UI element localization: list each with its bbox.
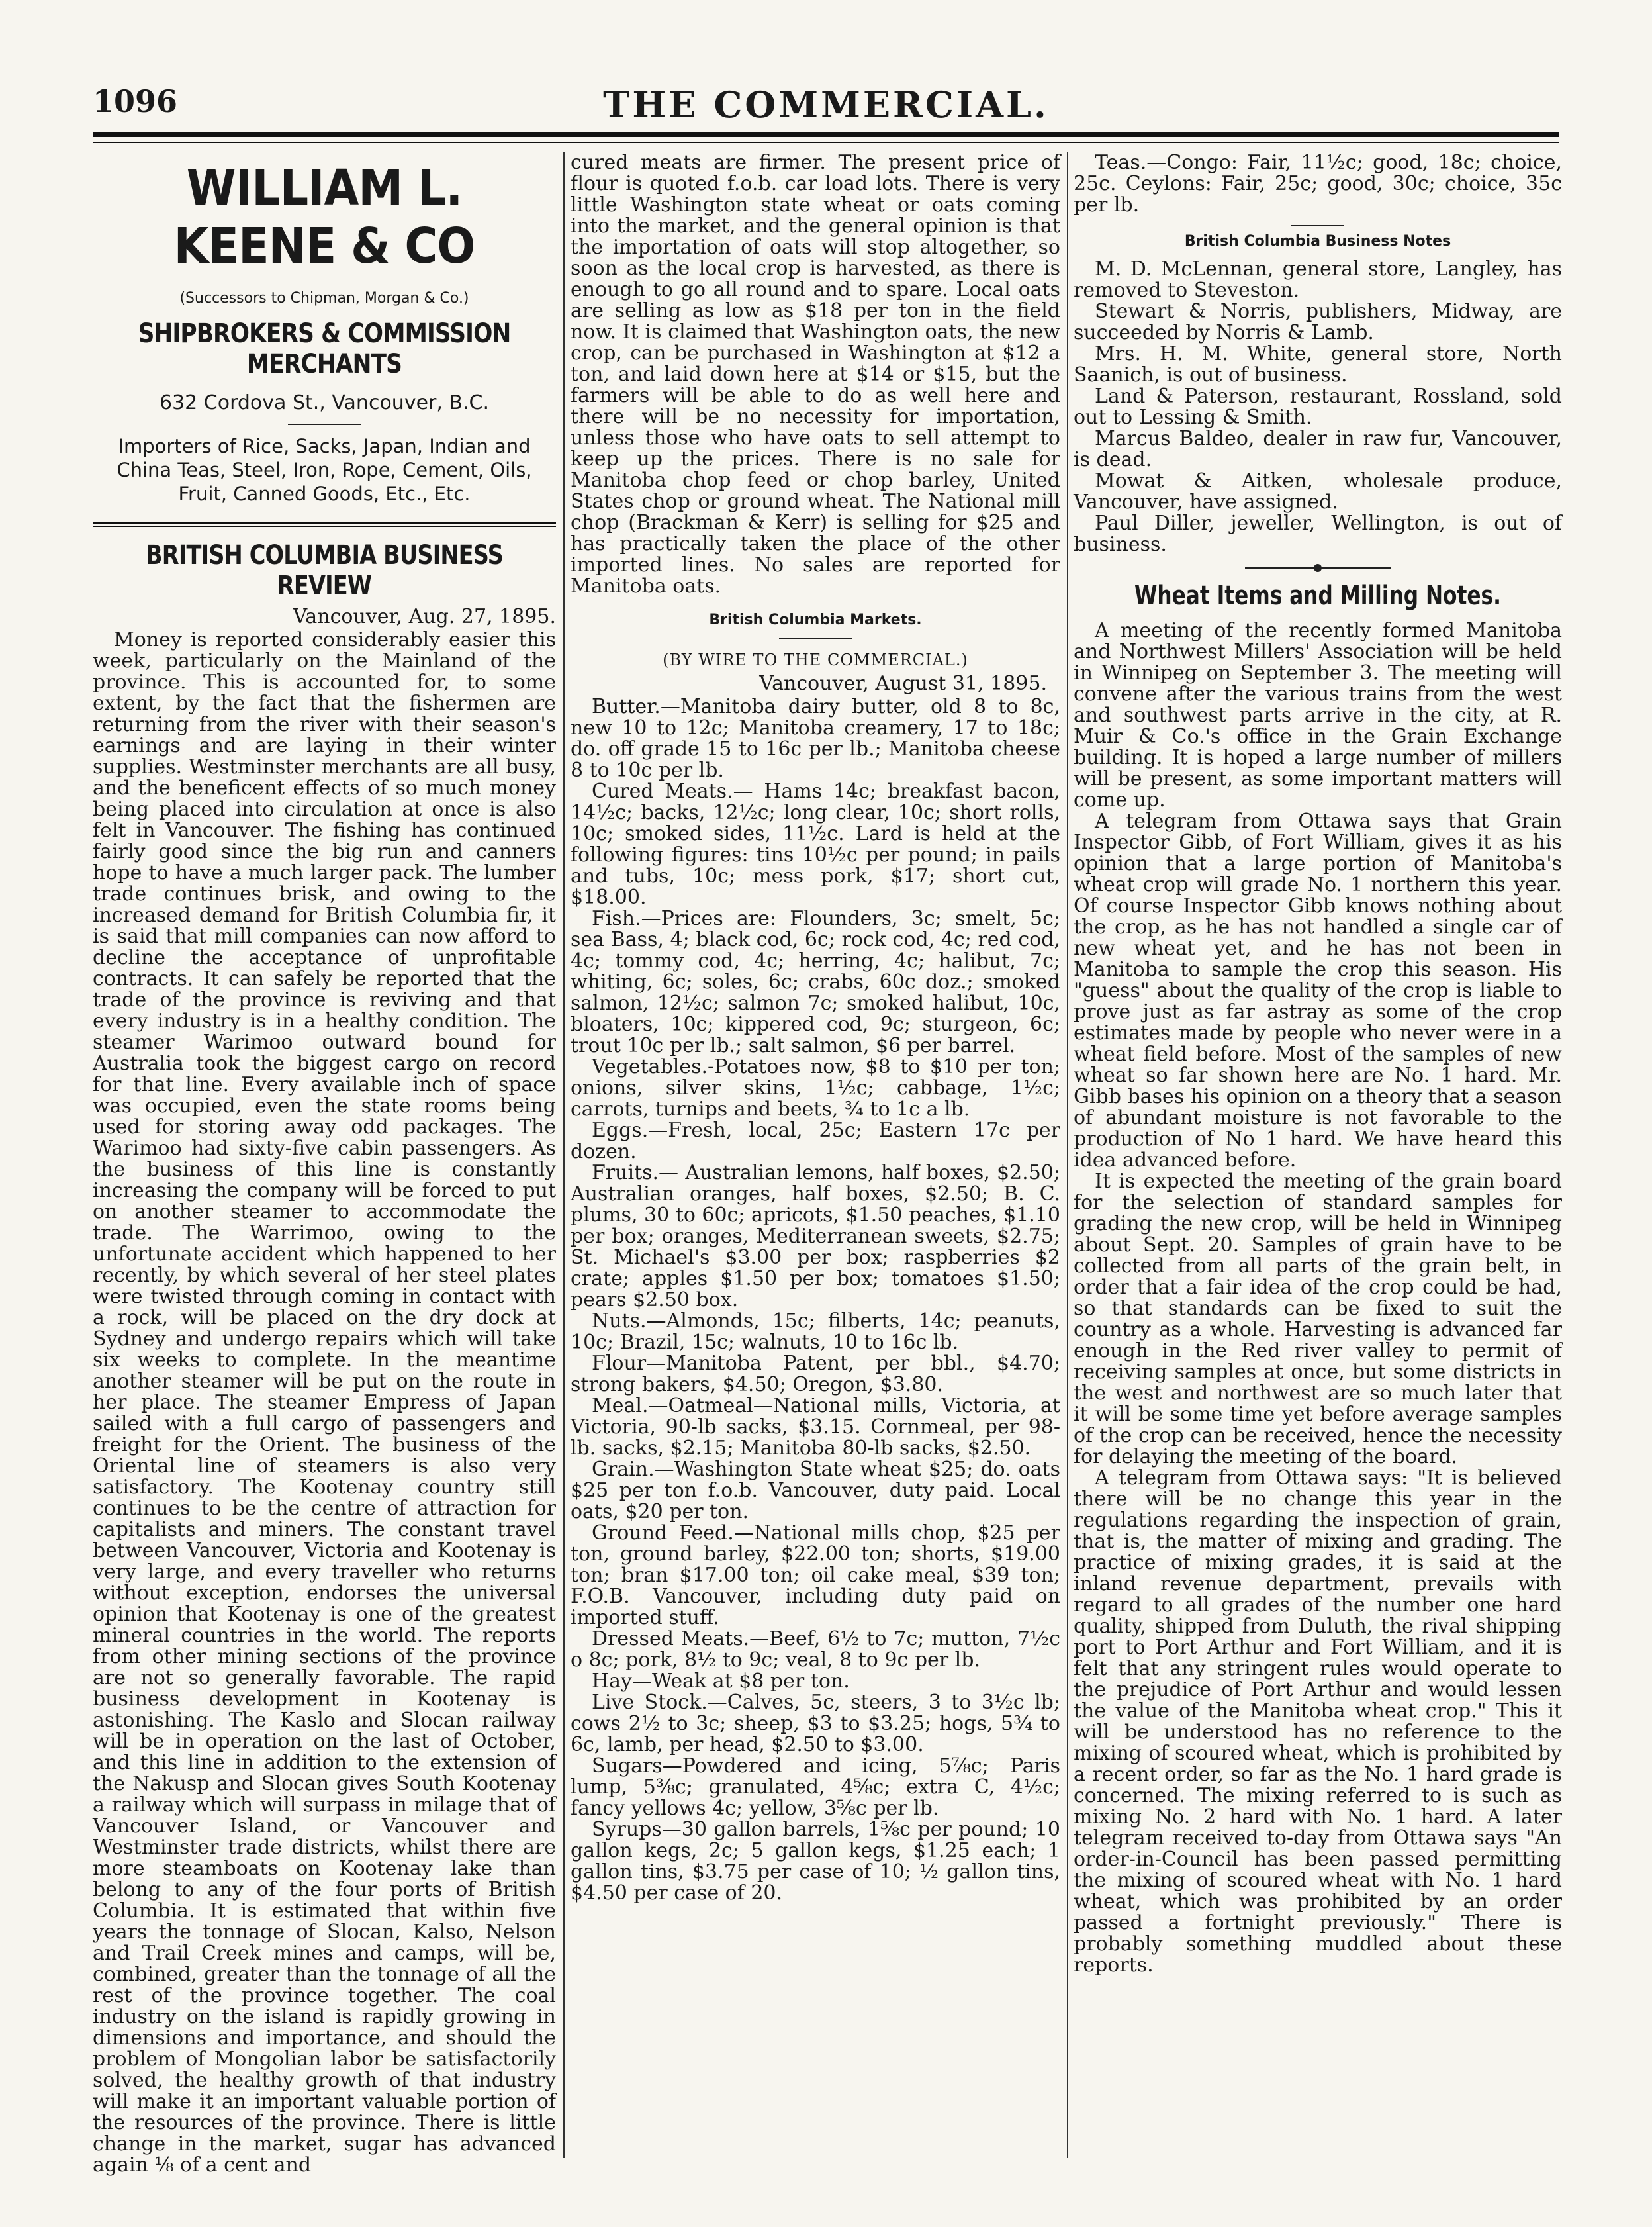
wheat-paragraph: A meeting of the recently formed Manitoba and Northwest Millers' Association will be held in Winnipeg on September 3. The meeting will convene after the various trains from the west and southwest parts arrive in the city, at R. Muir & Co.'s office in the Grain Exchange building. It is hoped a large number of millers will be present, as some important matters will come up. — [1074, 619, 1562, 812]
market-item: Sugars—Powdered and icing, 5⅞c; Paris lump, 5⅜c; granulated, 4⅝c; extra C, 4½c; fancy yellows 4c; yellow, 3⅝c per lb. — [571, 1754, 1060, 1820]
market-item: Cured Meats.— Hams 14c; breakfast bacon, 14½c; backs, 12½c; long clear, 10c; short rolls, 10c; smoked sides, 11½c. Lard is held at the following figures: tins 10½c per pound; in pails and tubs, 10c; mess pork, $17; short cut, $18.00. — [571, 780, 1060, 909]
ornamental-divider — [1245, 567, 1391, 569]
wheat-paragraph: A telegram from Ottawa says: "It is believed there will be no change this year in the regulations regarding the inspection of grain, that is, the matter of mixing and grading. The practice of mixing grades, it is said at the inland revenue department, prevails with regard to all grades of the number one hard quality, shipped from Duluth, the rival shipping port to Port Arthur and Fort William, and it is felt that any stringent rules would operate to the prejudice of Port Arthur and would lessen the value of the Manitoba wheat crop." This it will be understood has no reference to the mixing of scoured wheat, which is prohibited by a recent order, so far as the No. 1 hard grade is concerned. The mixing referred to is such as mixing No. 2 hard with No. 1 hard. A later telegram received to-day from Ottawa says "An order-in-Council has been passed permitting the mixing of scoured wheat with No. 1 hard wheat, which was prohibited by an order passed a fortnight previously." There is probably something muddled about these reports. — [1074, 1466, 1562, 1977]
note-item: Mowat & Aitken, wholesale produce, Vancouver, have assigned. — [1074, 469, 1562, 514]
column-divider — [563, 152, 565, 2158]
note-item: Marcus Baldeo, dealer in raw fur, Vancouver, is dead. — [1074, 427, 1562, 471]
market-item: Ground Feed.—National mills chop, $25 per ton, ground barley, $22.00 ton; shorts, $19.00 ton; bran $17.00 ton; oil cake meal, $39 ton; F.O.B. Vancouver, including duty paid on imported stuff. — [571, 1521, 1060, 1629]
market-item: Fish.—Prices are: Flounders, 3c; smelt, 5c; sea Bass, 4; black cod, 6c; rock cod, 4c; red cod, 4c; tommy cod, 4c; herring, 4c; halibut, 7c; whiting, 6c; soles, 6c; crabs, 60c doz.; smoked salmon, 12½c; salmon 7c; smoked halibut, 10c, bloaters, 10c; kippered cod, 9c; sturgeon, 6c; trout 10c per lb.; salt salmon, $6 per barrel. — [571, 907, 1060, 1057]
column-divider — [1067, 152, 1068, 2158]
wheat-paragraph: A telegram from Ottawa says that Grain Inspector Gibb, of Fort William, gives it as his opinion that a large portion of Manitoba's wheat crop will grade No. 1 northern this year. Of course Inspector Gibb knows nothing about the crop, as he has not handled a single car of new wheat yet, and he has not been in Manitoba to sample the crop this season. His "guess" about the quality of the crop is liable to prove just as far astray as some of the crop estimates made by people who never were in a wheat field before. Most of the samples of new wheat so far shown here are No. 1 hard. Mr. Gibb bases his opinion on a theory that a season of abundant moisture is not favorable to the production of No 1 hard. We have heard this idea advanced before. — [1074, 810, 1562, 1172]
market-item: Butter.—Manitoba dairy butter, old 8 to 8c, new 10 to 12c; Manitoba creamery, 17 to 18c; do. off grade 15 to 16c per lb.; Manitoba cheese 8 to 10c per lb. — [571, 695, 1060, 782]
markets-byline: (BY WIRE TO THE COMMERCIAL.) — [663, 651, 968, 669]
section-rule — [93, 522, 556, 524]
notes-divider — [1291, 225, 1344, 226]
market-item: Fruits.— Australian lemons, half boxes, $2.50; Australian oranges, half boxes, $2.50; B. C. plums, 30 to 60c; apricots, $1.50 peaches, $1.10 per box; oranges, Mediterranean sweets, $2.75; St. Michael's $3.00 per box; raspberries $2 crate; apples $1.50 per box; tomatoes $1.50; pears $2.50 box. — [571, 1161, 1060, 1311]
journal-title: THE COMMERCIAL. — [603, 83, 1049, 126]
column-3 — [1074, 152, 1562, 2165]
market-item: Flour—Manitoba Patent, per bbl., $4.70; strong bakers, $4.50; Oregon, $3.80. — [571, 1352, 1060, 1396]
market-item: Hay—Weak at $8 per ton. — [592, 1670, 850, 1693]
wheat-heading: Wheat Items and Milling Notes. — [1134, 581, 1501, 611]
ad-successors: (Successors to Chipman, Morgan & Co.) — [179, 290, 469, 307]
markets-divider — [779, 638, 852, 639]
page-number: 1096 — [93, 83, 178, 119]
market-item: Nuts.—Almonds, 15c; filberts, 14c; peanuts, 10c; Brazil, 15c; walnuts, 10 to 16c lb. — [571, 1309, 1060, 1354]
market-item: Eggs.—Fresh, local, 25c; Eastern 17c per dozen. — [571, 1119, 1060, 1163]
review-dateline: Vancouver, Aug. 27, 1895. — [293, 605, 556, 628]
markets-dateline: Vancouver, August 31, 1895. — [759, 672, 1047, 695]
note-item: M. D. McLennan, general store, Langley, has removed to Steveston. — [1074, 258, 1562, 302]
column-2 — [571, 152, 1060, 2165]
market-item: Grain.—Washington State wheat $25; do. oats $25 per ton f.o.b. Vancouver, duty paid. Local oats, $20 per ton. — [571, 1458, 1060, 1523]
wheat-paragraph: It is expected the meeting of the grain board for the selection of standard samples for grading the new crop, will be held in Winnipeg about Sept. 20. Samples of grain have to be collected from all parts of the grain belt, in order that a fair idea of the crop could be had, so that standards can be fixed to suit the country as a whole. Harvesting is advanced far enough in the Red river valley to permit of receiving samples at once, but some districts in the west and northwest are so much later that it will be some time yet before average samples of the crop can be received, hence the necessity for delaying the meeting of the board. — [1074, 1170, 1562, 1468]
section-rule-thin — [93, 526, 556, 527]
ad-importers: Importers of Rice, Sacks, Japan, Indian and China Teas, Steel, Iron, Rope, Cement, Oils, Fruit, Canned Goods, Etc., Etc. — [116, 435, 532, 505]
market-item: Live Stock.—Calves, 5c, steers, 3 to 3½c lb; cows 2½ to 3c; sheep, $3 to $3.25; hogs, 5¾ to 6c, lamb, per head, $2.50 to $3.00. — [571, 1691, 1060, 1756]
column-1 — [93, 152, 556, 2177]
masthead-rule-thin — [93, 142, 1559, 143]
ad-firm-name: WILLIAM L. KEENE & CO — [173, 160, 475, 275]
review-paragraph: Money is reported considerably easier this week, particularly on the Mainland of the province. This is accounted for, to some extent, by the fact that the fishermen are returning from the river with their season's earnings and are laying in their winter supplies. Westminster merchants are all busy, and the beneficent effects of so much money being placed into circulation at once is also felt in Vancouver. The fishing has continued fairly good since the big run and canners hope to have a much larger pack. The lumber trade continues brisk, and owing to the increased demand for British Columbia fir, it is said that mill companies can now afford to decline the acceptance of unprofitable contracts. It can safely be reported that the trade of the province is reviving and that every industry is in a healthy condition. The steamer Warimoo outward bound for Australia took the biggest cargo on record for that line. Every available inch of space was occupied, even the state rooms being used for storing away odd packages. The Warimoo had sixty-five cabin passengers. As the business of this line is constantly increasing the company will be forced to put on another steamer to accommodate the trade. The Warrimoo, owing to the unfortunate accident which happened to her recently, by which several of her steel plates were twisted through coming in contact with a rock, will be placed on the dry dock at Sydney and undergo repairs which will take six weeks to complete. In the meantime another steamer will be put on the route in her place. The steamer Empress of Japan sailed with a full cargo of passengers and freight for the Orient. The business of the Oriental line of steamers is also very satisfactory. The Kootenay country still continues to be the centre of attraction for capitalists and miners. The constant travel between Vancouver, Victoria and Kootenay is very large, and every traveller who returns without exception, endorses the universal opinion that Kootenay is one of the greatest mineral countries in the world. The reports from other mining sections of the province are not so generally favorable. The rapid business development in Kootenay is astonishing. The Kaslo and Slocan railway will be in operation on the last of October, and this line in addition to the extension of the Nakusp and Slocan gives South Kootenay a railway which will surpass in milage that of Vancouver Island, or Vancouver and Westminster trade districts, whilst there are more steamboats on Kootenay lake than belong to any of the four ports of British Columbia. It is estimated that within five years the tonnage of Slocan, Kalso, Nelson and Trail Creek mines and camps, will be, combined, greater than the tonnage of all the rest of the province together. The coal industry on the island is rapidly growing in dimensions and importance, and should the problem of Mongolian labor be satisfactorily solved, the healthy growth of that industry will make it an important valuable portion of the resources of the province. There is little change in the market, sugar has advanced again ⅛ of a cent and — [93, 628, 556, 2177]
note-item: Paul Diller, jeweller, Wellington, is out of business. — [1074, 512, 1562, 556]
market-item: Syrups—30 gallon barrels, 1⅝c per pound; 10 gallon kegs, 2c; 5 gallon kegs, $1.25 each; 1 gallon tins, $3.75 per case of 10; ½ gallon tins, $4.50 per case of 20. — [571, 1818, 1060, 1905]
masthead-rule — [93, 132, 1559, 137]
market-item: Meal.—Oatmeal—National mills, Victoria, at Victoria, 90-lb sacks, $3.15. Cornmeal, per 98-lb. sacks, $2.15; Manitoba 80-lb sacks, $2.50. — [571, 1394, 1060, 1460]
ad-divider — [288, 424, 361, 425]
notes-heading: British Columbia Business Notes — [1184, 233, 1451, 250]
review-heading: BRITISH COLUMBIA BUSINESS REVIEW — [146, 540, 503, 601]
markets-heading: British Columbia Markets. — [709, 612, 922, 628]
market-item: Vegetables.-Potatoes now, $8 to $10 per ton; onions, silver skins, 1½c; cabbage, 1½c; carrots, turnips and beets, ¾ to 1c a lb. — [571, 1055, 1060, 1121]
note-item: Mrs. H. M. White, general store, North Saanich, is out of business. — [1074, 342, 1562, 387]
masthead — [93, 83, 1559, 130]
ad-address: 632 Cordova St., Vancouver, B.C. — [159, 391, 490, 414]
teas-item: Teas.—Congo: Fair, 11½c; good, 18c; choice, 25c. Ceylons: Fair, 25c; good, 30c; choice, 35c per lb. — [1074, 151, 1562, 216]
market-item: Dressed Meats.—Beef, 6½ to 7c; mutton, 7½c o 8c; pork, 8½ to 9c; veal, 8 to 9c per lb. — [571, 1627, 1060, 1672]
ad-business: SHIPBROKERS & COMMISSION MERCHANTS — [138, 318, 511, 379]
note-item: Land & Paterson, restaurant, Rossland, sold out to Lessing & Smith. — [1074, 385, 1562, 429]
review-paragraph-continued: cured meats are firmer. The present price of flour is quoted f.o.b. car load lots. There is very little Washington state wheat or oats coming into the market, and the general opinion is that the importation of oats will stop altogether, so soon as the local crop is harvested, as there is enough to go all round and to spare. Local oats are selling as low as $18 per ton in the field now. It is claimed that Washington oats, the new crop, can be purchased in Washington at $12 a ton, and laid down here at $14 or $15, but the farmers will be able to do as well here and there will be no necessity for importation, unless those who have oats to sell attempt to keep up the prices. There is no sale for Manitoba chop feed or chop barley, United States chop or ground wheat. The National mill chop (Brackman & Kerr) is selling for $25 and has practically taken the place of the other imported lines. No sales are reported for Manitoba oats. — [571, 151, 1060, 598]
note-item: Stewart & Norris, publishers, Midway, are succeeded by Norris & Lamb. — [1074, 300, 1562, 344]
